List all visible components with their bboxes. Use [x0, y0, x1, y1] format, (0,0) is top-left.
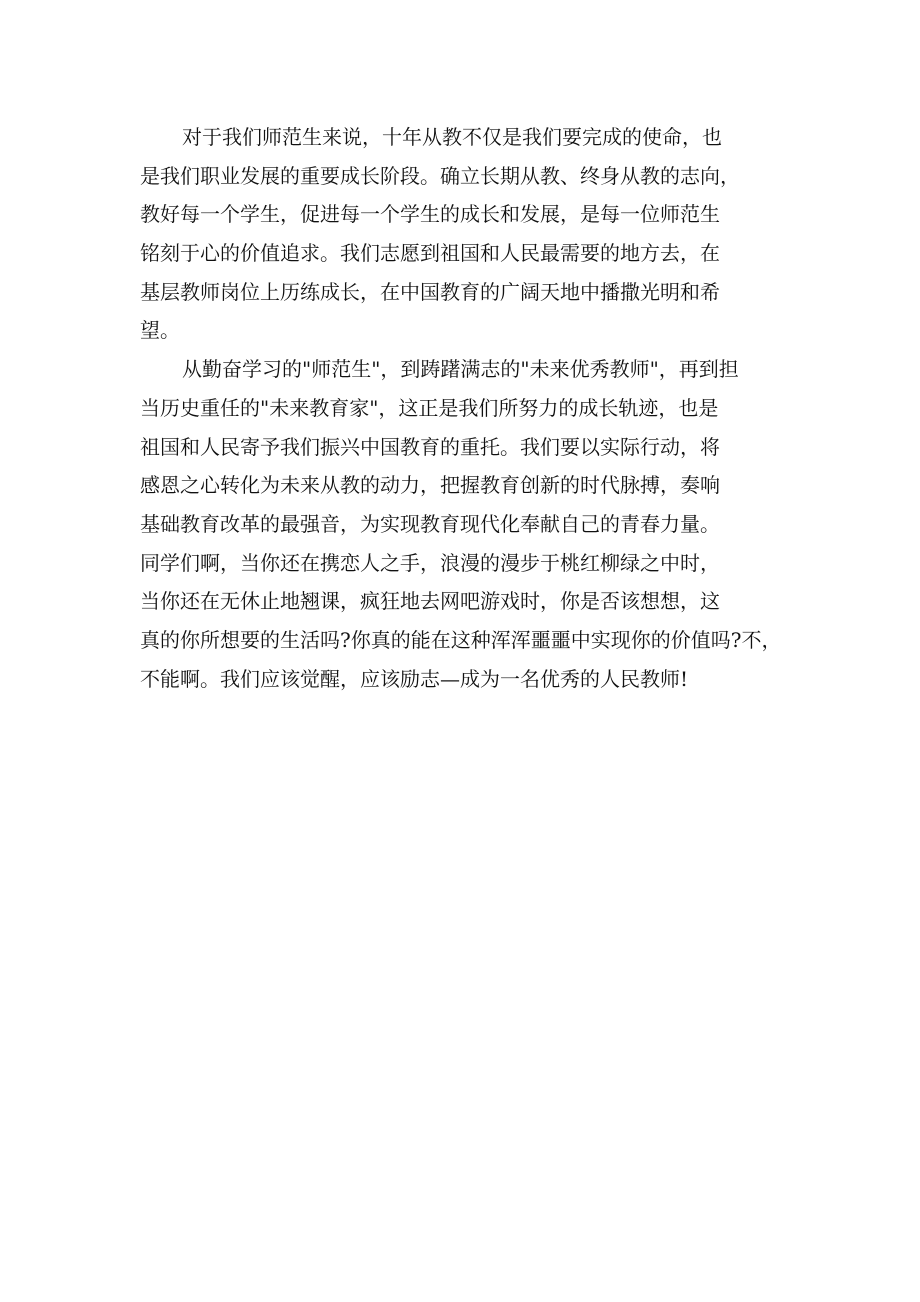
- text-line-6: 望。: [140, 318, 180, 343]
- text-line-5: 基层教师岗位上历练成长，在中国教育的广阔天地中播撒光明和希: [140, 279, 720, 304]
- text-line-15: 不能啊。我们应该觉醒，应该励志—成为一名优秀的人民教师!: [140, 666, 689, 691]
- text-line-9: 祖国和人民寄予我们振兴中国教育的重托。我们要以实际行动，将: [140, 434, 720, 459]
- text-line-11: 基础教育改革的最强音，为实现教育现代化奉献自己的青春力量。: [140, 511, 720, 536]
- text-line-14: 真的你所想要的生活吗?你真的能在这种浑浑噩噩中实现你的价值吗?不，: [140, 627, 782, 652]
- text-line-4: 铭刻于心的价值追求。我们志愿到祖国和人民最需要的地方去，在: [140, 241, 720, 266]
- text-line-8: 当历史重任的"未来教育家"，这正是我们所努力的成长轨迹，也是: [140, 395, 719, 420]
- text-line-12: 同学们啊，当你还在携恋人之手，浪漫的漫步于桃红柳绿之中时，: [140, 550, 720, 575]
- text-line-10: 感恩之心转化为未来从教的动力，把握教育创新的时代脉搏，奏响: [140, 473, 720, 498]
- text-line-13: 当你还在无休止地翘课，疯狂地去网吧游戏时，你是否该想想，这: [140, 589, 720, 614]
- text-line-1: 对于我们师范生来说，十年从教不仅是我们要完成的使命，也: [182, 125, 722, 149]
- text-line-2: 是我们职业发展的重要成长阶段。确立长期从教、终身从教的志向，: [140, 163, 740, 188]
- text-line-7: 从勤奋学习的"师范生"，到踌躇满志的"未来优秀教师"，再到担: [182, 357, 739, 382]
- document-body: [140, 118, 840, 698]
- text-line-3: 教好每一个学生，促进每一个学生的成长和发展，是每一位师范生: [140, 202, 720, 227]
